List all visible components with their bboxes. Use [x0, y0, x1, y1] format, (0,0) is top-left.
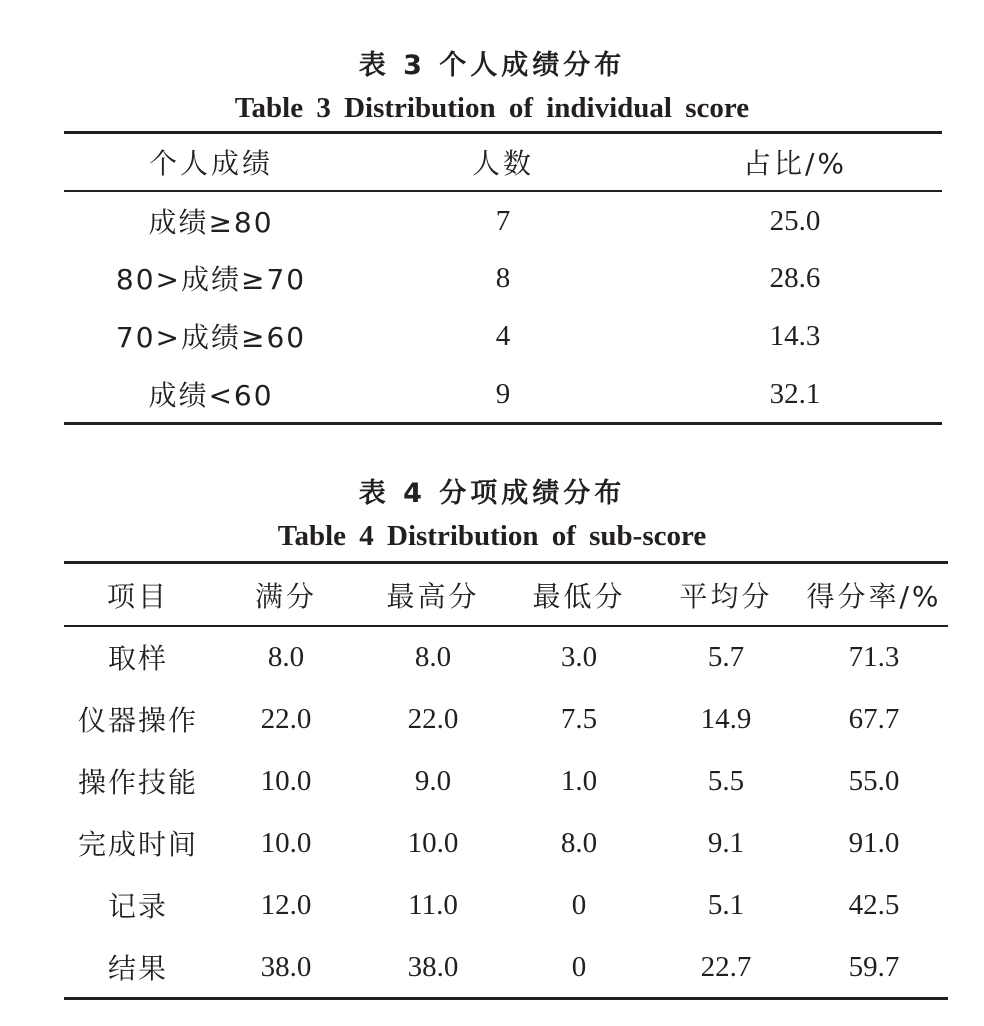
table3	[64, 133, 942, 423]
table-cell: 9	[495, 377, 511, 410]
table-row	[64, 874, 948, 936]
table-cell: 14.9	[700, 702, 752, 735]
table-cell: 操作技能	[77, 766, 198, 799]
table-cell: 3.0	[560, 640, 598, 673]
table-cell: 9.1	[707, 826, 745, 859]
table3-header-cell: 占比/%	[742, 147, 848, 180]
table-row	[64, 365, 942, 423]
table-cell: 7	[495, 204, 511, 237]
table-cell: 成绩<60	[148, 379, 274, 412]
table4	[64, 563, 948, 998]
table-cell: 取样	[107, 642, 168, 675]
table-cell: 28.6	[769, 261, 821, 294]
table4-header-cell: 项目	[106, 579, 169, 613]
table-cell: 5.5	[707, 764, 745, 797]
table-cell: 25.0	[769, 204, 821, 237]
table-cell: 4	[495, 319, 511, 352]
table-cell: 成绩≥80	[148, 206, 274, 239]
table-row	[64, 750, 948, 812]
table4-header-row	[64, 563, 948, 626]
table-cell: 仪器操作	[77, 704, 198, 737]
table-cell: 22.0	[407, 702, 459, 735]
table-cell: 22.7	[700, 950, 752, 983]
table-cell: 14.3	[769, 319, 821, 352]
table-cell: 9.0	[414, 764, 452, 797]
table-cell: 记录	[107, 890, 168, 923]
table4-caption-cn: 表 4 分项成绩分布	[358, 478, 626, 509]
table-cell: 59.7	[848, 950, 900, 983]
table-cell: 完成时间	[77, 828, 198, 861]
table-cell: 8.0	[267, 640, 305, 673]
table-cell: 5.1	[707, 888, 745, 921]
table3-header-row	[64, 133, 942, 191]
table3-header-cell: 人数	[471, 147, 534, 180]
table4-caption-en: Table 4 Distribution of sub-score	[277, 520, 707, 552]
table-row	[64, 812, 948, 874]
table-cell: 42.5	[848, 888, 900, 921]
table-cell: 0	[571, 888, 587, 921]
table4-header-cell: 满分	[254, 579, 317, 613]
table-cell: 10.0	[260, 826, 312, 859]
table-row	[64, 249, 942, 307]
table-row	[64, 936, 948, 998]
table4-header-cell: 得分率/%	[806, 579, 942, 613]
table-cell: 8.0	[414, 640, 452, 673]
table-cell: 结果	[107, 952, 168, 985]
table-cell: 38.0	[407, 950, 459, 983]
table-cell: 12.0	[260, 888, 312, 921]
table-cell: 67.7	[848, 702, 900, 735]
table-cell: 55.0	[848, 764, 900, 797]
table-row	[64, 688, 948, 750]
table-cell: 8.0	[560, 826, 598, 859]
table-cell: 38.0	[260, 950, 312, 983]
table-cell: 10.0	[407, 826, 459, 859]
table4-header-cell: 最高分	[386, 579, 480, 613]
table-row	[64, 191, 942, 249]
table-cell: 70>成绩≥60	[115, 321, 307, 354]
table-cell: 11.0	[408, 888, 458, 921]
table-row	[64, 626, 948, 688]
table-cell: 8	[495, 261, 511, 294]
table4-header-cell: 最低分	[532, 579, 626, 613]
table4-header-cell: 平均分	[679, 579, 773, 613]
table-cell: 71.3	[848, 640, 900, 673]
table-cell: 7.5	[560, 702, 598, 735]
table3-caption-cn: 表 3 个人成绩分布	[358, 50, 626, 81]
table3-caption-en: Table 3 Distribution of individual score	[234, 92, 750, 124]
table-cell: 80>成绩≥70	[115, 263, 307, 296]
table-cell: 0	[571, 950, 587, 983]
table3-header-cell: 个人成绩	[148, 147, 273, 180]
table-cell: 91.0	[848, 826, 900, 859]
table-cell: 5.7	[707, 640, 745, 673]
table-row	[64, 307, 942, 365]
table-cell: 10.0	[260, 764, 312, 797]
table-cell: 32.1	[769, 377, 821, 410]
table-cell: 22.0	[260, 702, 312, 735]
table-cell: 1.0	[560, 764, 598, 797]
